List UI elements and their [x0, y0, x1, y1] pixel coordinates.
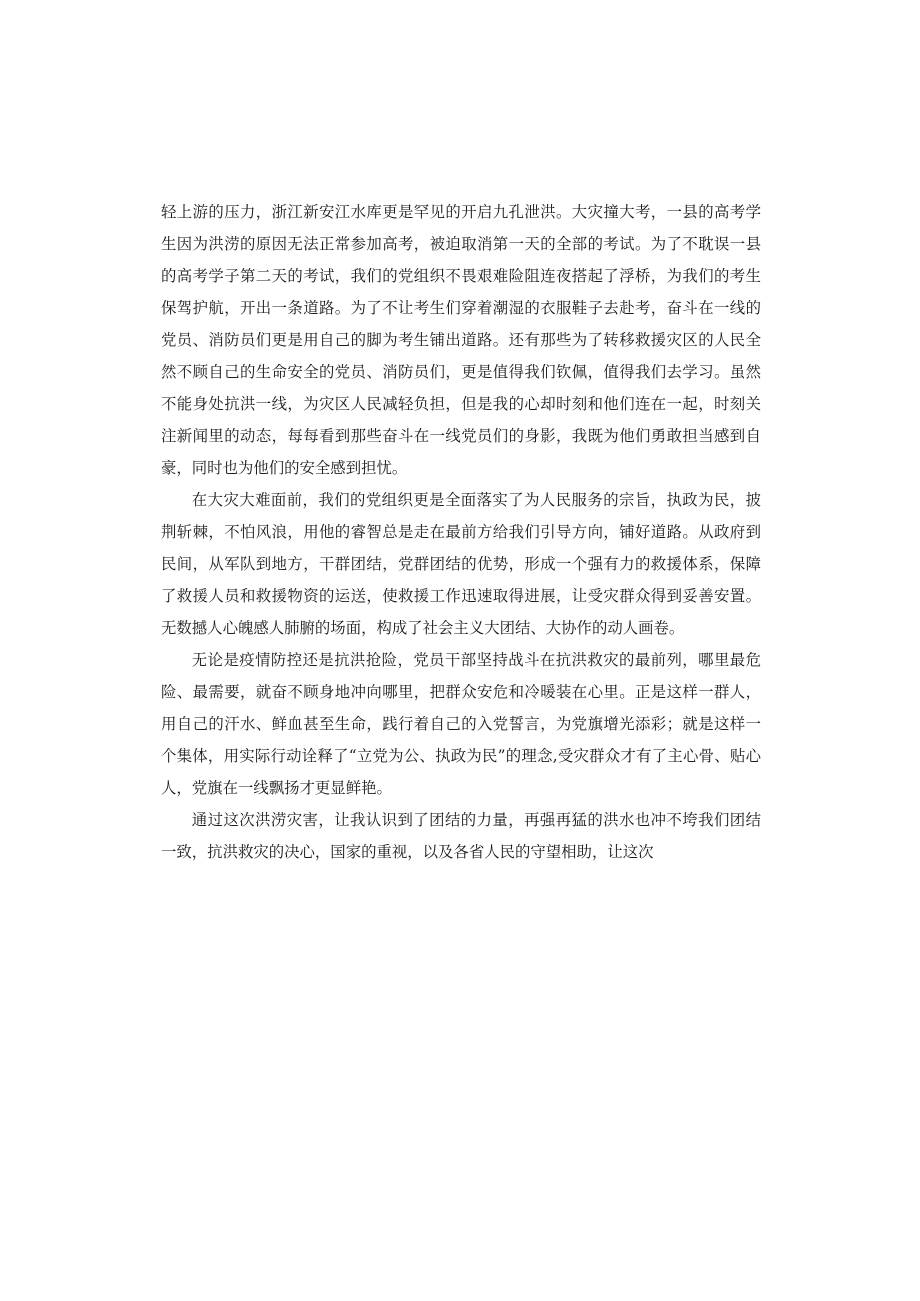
document-body: [161, 196, 761, 868]
paragraph-continued: 轻上游的压力，浙江新安江水库更是罕见的开启九孔泄洪。大灾撞大考，一县的高考学生因为洪涝的原因无法正常参加高考，被迫取消第一天的全部的考试。为了不耽误一县的高考学子第二天的考试，我们的党组织不畏艰难险阻连夜搭起了浮桥，为我们的考生保驾护航，开出一条道路。为了不让考生们穿着潮湿的衣服鞋子去赴考，奋斗在一线的党员、消防员们更是用自己的脚为考生铺出道路。还有那些为了转移救援灾区的人民全然不顾自己的生命安全的党员、消防员们，更是值得我们钦佩，值得我们去学习。虽然不能身处抗洪一线，为灾区人民减轻负担，但是我的心却时刻和他们连在一起，时刻关注新闻里的动态，每每看到那些奋斗在一线党员们的身影，我既为他们勇敢担当感到自豪，同时也为他们的安全感到担忧。: [161, 203, 761, 477]
paragraph: 通过这次洪涝灾害，让我认识到了团结的力量，再强再猛的洪水也冲不垮我们团结一致，抗洪救灾的决心，国家的重视，以及各省人民的守望相助，让这次: [161, 811, 761, 861]
paragraph: 无论是疫情防控还是抗洪抢险，党员干部坚持战斗在抗洪救灾的最前列，哪里最危险、最需要，就奋不顾身地冲向哪里，把群众安危和冷暖装在心里。正是这样一群人，用自己的汗水、鲜血甚至生命，践行着自己的入党誓言，为党旗增光添彩；就是这样一个集体，用实际行动诠释了“立党为公、执政为民”的理念,受灾群众才有了主心骨、贴心人，党旗在一线飘扬才更显鲜艳。: [161, 651, 761, 797]
paragraph: 在大灾大难面前，我们的党组织更是全面落实了为人民服务的宗旨，执政为民，披荆斩棘，不怕风浪，用他的睿智总是走在最前方给我们引导方向，铺好道路。从政府到民间，从军队到地方，干群团结，党群团结的优势，形成一个强有力的救援体系，保障了救援人员和救援物资的运送，使救援工作迅速取得进展，让受灾群众得到妥善安置。无数撼人心魄感人肺腑的场面，构成了社会主义大团结、大协作的动人画卷。: [161, 491, 761, 637]
